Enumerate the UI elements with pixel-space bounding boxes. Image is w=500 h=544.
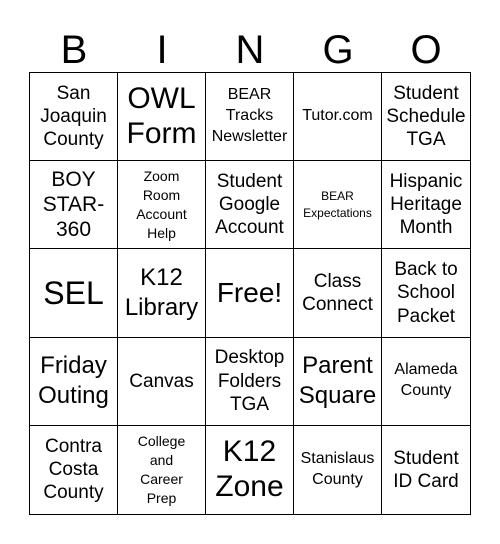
cell-label: Parent Square bbox=[298, 352, 377, 410]
cell-label: Tutor.com bbox=[302, 107, 373, 125]
free-space-label: Free! bbox=[216, 277, 283, 309]
cell-label: Student ID Card bbox=[393, 447, 459, 492]
bingo-cell[interactable] bbox=[294, 426, 382, 514]
cell-label: K12 Library bbox=[124, 263, 199, 321]
cell-label: BEAR Expectations bbox=[303, 188, 372, 220]
bingo-cell[interactable] bbox=[382, 338, 470, 426]
cell-label: K12 Zone bbox=[215, 435, 284, 503]
cell-label: Alameda County bbox=[394, 361, 458, 400]
cell-label: Stanislaus County bbox=[300, 450, 375, 488]
bingo-cell[interactable] bbox=[206, 338, 294, 426]
bingo-cell[interactable] bbox=[382, 426, 470, 514]
bingo-cell[interactable] bbox=[30, 73, 118, 161]
cell-label: San Joaquin County bbox=[40, 82, 107, 151]
bingo-cell[interactable] bbox=[294, 73, 382, 161]
cell-label: College and Career Prep bbox=[137, 433, 186, 506]
cell-label: BEAR Tracks Newsletter bbox=[211, 86, 288, 145]
cell-label: Hispanic Heritage Month bbox=[389, 171, 463, 239]
bingo-cell[interactable] bbox=[118, 249, 206, 337]
header-letter-n: N bbox=[235, 28, 265, 72]
bingo-cell[interactable] bbox=[294, 249, 382, 337]
bingo-cell[interactable] bbox=[382, 73, 470, 161]
bingo-cell[interactable] bbox=[118, 161, 206, 249]
cell-label: Back to School Packet bbox=[394, 259, 458, 327]
free-space-cell[interactable] bbox=[206, 249, 294, 337]
bingo-cell[interactable] bbox=[206, 426, 294, 514]
bingo-cell[interactable] bbox=[206, 161, 294, 249]
bingo-header bbox=[30, 28, 470, 72]
bingo-cell[interactable] bbox=[382, 249, 470, 337]
header-letter-i: I bbox=[156, 28, 168, 72]
cell-label: BOY STAR- 360 bbox=[42, 168, 105, 242]
bingo-cell[interactable] bbox=[30, 161, 118, 249]
bingo-card-grid bbox=[29, 72, 471, 515]
cell-label: Student Google Account bbox=[215, 171, 284, 239]
bingo-cell[interactable] bbox=[118, 73, 206, 161]
header-letter-o: O bbox=[410, 28, 442, 72]
bingo-cell[interactable] bbox=[206, 73, 294, 161]
cell-label: Zoom Room Account Help bbox=[136, 168, 187, 241]
bingo-cell[interactable] bbox=[382, 161, 470, 249]
cell-label: Contra Costa County bbox=[43, 436, 104, 504]
bingo-cell[interactable] bbox=[30, 426, 118, 514]
cell-label: Class Connect bbox=[302, 270, 373, 315]
cell-label: Desktop Folders TGA bbox=[214, 347, 285, 415]
bingo-cell[interactable] bbox=[118, 426, 206, 514]
cell-label: Student Schedule TGA bbox=[386, 82, 466, 151]
header-letter-b: B bbox=[60, 28, 88, 72]
cell-label: OWL Form bbox=[126, 82, 197, 150]
cell-label: Canvas bbox=[129, 370, 194, 392]
bingo-cell[interactable] bbox=[294, 161, 382, 249]
bingo-cell[interactable] bbox=[118, 338, 206, 426]
bingo-cell[interactable] bbox=[30, 338, 118, 426]
cell-label: Friday Outing bbox=[38, 352, 109, 410]
cell-label: SEL bbox=[43, 274, 104, 311]
bingo-cell[interactable] bbox=[30, 249, 118, 337]
header-letter-g: G bbox=[322, 28, 354, 72]
bingo-cell[interactable] bbox=[294, 338, 382, 426]
